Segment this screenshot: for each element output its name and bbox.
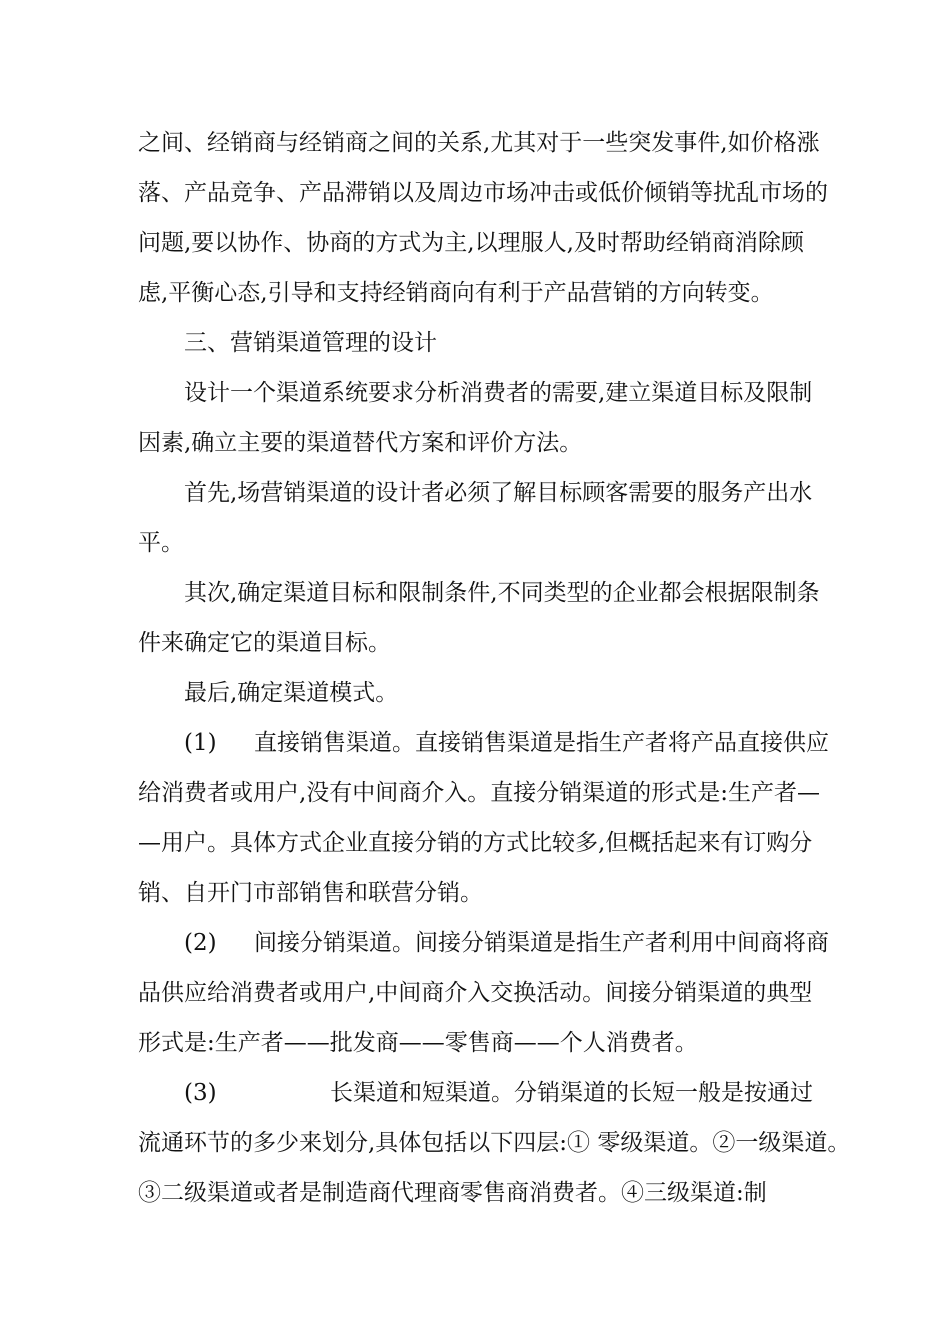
text-line: 销、自开门市部销售和联营分销。 bbox=[138, 880, 483, 906]
text-line: 设计一个渠道系统要求分析消费者的需要,建立渠道目标及限制 bbox=[184, 380, 813, 406]
text-line: 形式是:生产者——批发商——零售商——个人消费者。 bbox=[138, 1030, 698, 1056]
body-text bbox=[138, 118, 851, 1218]
text-line: 最后,确定渠道模式。 bbox=[184, 680, 399, 706]
text-line: 其次,确定渠道目标和限制条件,不同类型的企业都会根据限制条 bbox=[184, 580, 820, 606]
section-heading: 三、营销渠道管理的设计 bbox=[184, 330, 437, 356]
text-line: 件来确定它的渠道目标。 bbox=[138, 630, 391, 656]
text-line: 品供应给消费者或用户,中间商介入交换活动。间接分销渠道的典型 bbox=[138, 980, 813, 1006]
text-line: 平。 bbox=[138, 530, 184, 556]
text-line: 落、产品竞争、产品滞销以及周边市场冲击或低价倾销等扰乱市场的 bbox=[138, 180, 828, 206]
text-line: ③二级渠道或者是制造商代理商零售商消费者。④三级渠道:制 bbox=[138, 1180, 767, 1206]
text-line: 流通环节的多少来划分,具体包括以下四层:① 零级渠道。②一级渠道。 bbox=[138, 1130, 851, 1156]
item-number: (3) bbox=[184, 1080, 217, 1106]
text-line: 因素,确立主要的渠道替代方案和评价方法。 bbox=[138, 430, 583, 456]
text-line: 问题,要以协作、协商的方式为主,以理服人,及时帮助经销商消除顾 bbox=[138, 230, 804, 256]
text-line: —用户。具体方式企业直接分销的方式比较多,但概括起来有订购分 bbox=[138, 830, 813, 856]
item-text: 间接分销渠道。间接分销渠道是指生产者利用中间商将商 bbox=[254, 930, 829, 956]
item-number: (1) bbox=[184, 730, 217, 756]
text-line: 之间、经销商与经销商之间的关系,尤其对于一些突发事件,如价格涨 bbox=[138, 130, 820, 156]
text-line: 首先,场营销渠道的设计者必须了解目标顾客需要的服务产出水 bbox=[184, 480, 813, 506]
numbered-item-line bbox=[138, 1068, 838, 1118]
numbered-item-line bbox=[138, 718, 838, 768]
numbered-item-line bbox=[138, 918, 838, 968]
item-text: 长渠道和短渠道。分销渠道的长短一般是按通过 bbox=[330, 1080, 813, 1106]
text-line: 虑,平衡心态,引导和支持经销商向有利于产品营销的方向转变。 bbox=[138, 280, 774, 306]
item-number: (2) bbox=[184, 930, 217, 956]
item-text: 直接销售渠道。直接销售渠道是指生产者将产品直接供应 bbox=[254, 730, 829, 756]
text-line: 给消费者或用户,没有中间商介入。直接分销渠道的形式是:生产者— bbox=[138, 780, 821, 806]
